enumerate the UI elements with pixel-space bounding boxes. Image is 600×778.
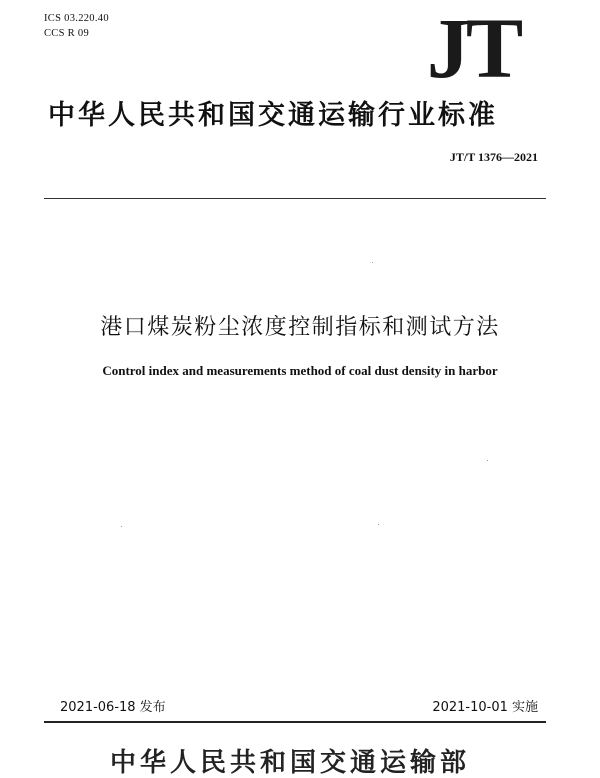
publish-date: 2021-06-18 发布 — [60, 700, 166, 715]
standard-code: JT/T 1376—2021 — [449, 150, 538, 164]
scan-speck — [378, 524, 379, 525]
jt-logo: JT — [426, 0, 520, 96]
ccs-code: CCS R 09 — [44, 28, 89, 39]
scan-speck — [487, 460, 488, 461]
scan-speck — [372, 262, 373, 263]
top-divider — [44, 198, 546, 199]
bottom-divider — [44, 721, 546, 723]
implement-date: 2021-10-01 实施 — [432, 700, 538, 715]
industry-standard-title: 中华人民共和国交通运输行业标准 — [48, 100, 498, 131]
document-title-english: Control index and measurements method of coal dust density in harbor — [102, 363, 498, 378]
issuing-authority: 中华人民共和国交通运输部 — [110, 748, 471, 778]
ics-code: ICS 03.220.40 — [44, 13, 109, 24]
scan-speck — [121, 526, 122, 527]
document-title-chinese: 港口煤炭粉尘浓度控制指标和测试方法 — [100, 315, 500, 340]
